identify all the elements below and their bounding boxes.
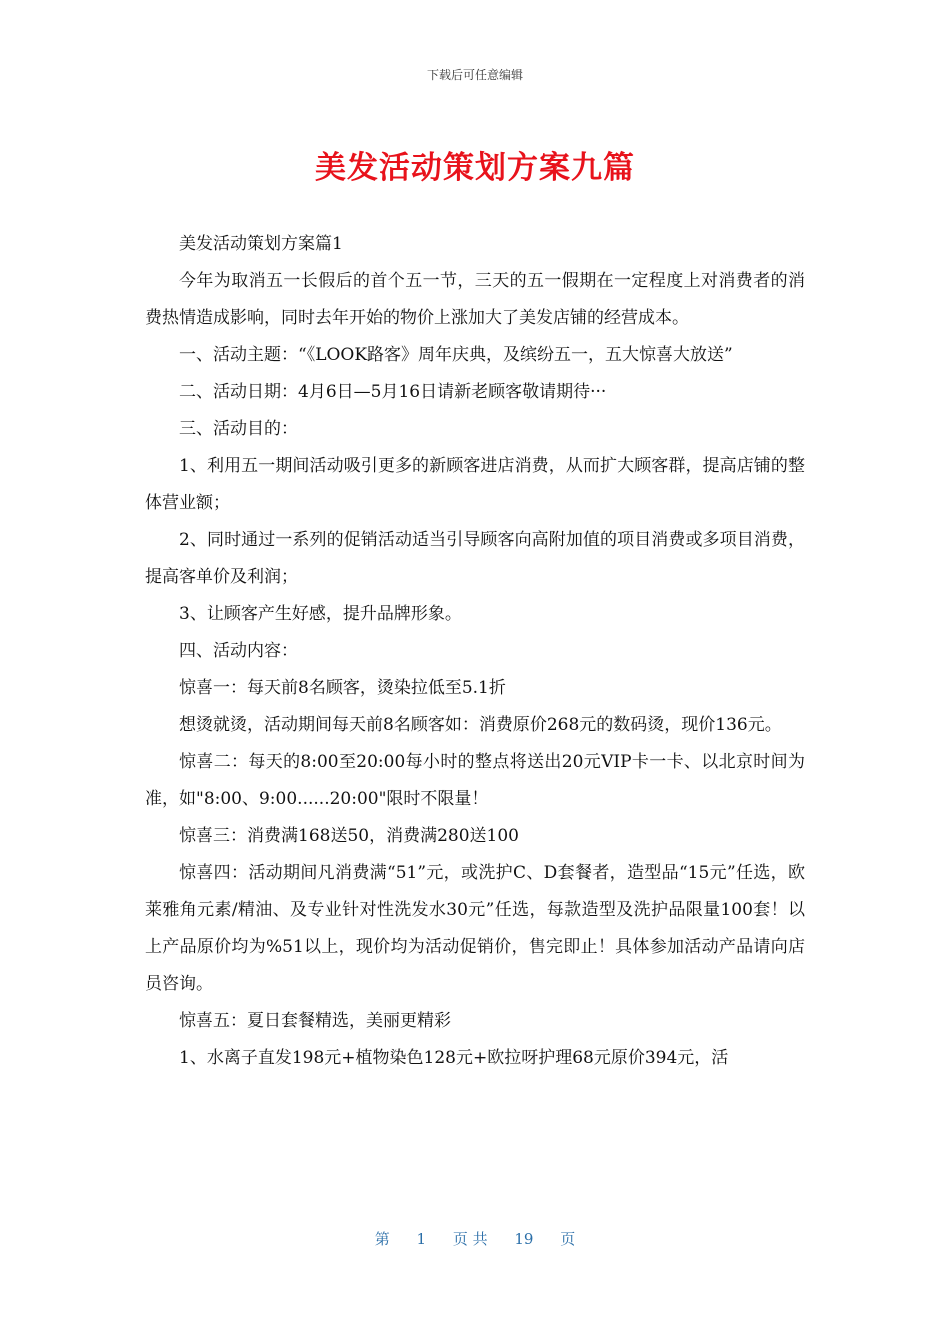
paragraph: 二、活动日期：4月6日—5月16日请新老顾客敬请期待··· bbox=[179, 382, 607, 402]
paragraph: 惊喜五：夏日套餐精选，美丽更精彩 bbox=[179, 1011, 451, 1031]
paragraph: 今年为取消五一长假后的首个五一节，三天的五一假期在一定程度上对消费者的消费热情造成影响，同时去年开始的物价上涨加大了美发店铺的经营成本。 bbox=[145, 271, 805, 328]
paragraph: 惊喜一：每天前8名顾客，烫染拉低至5.1折 bbox=[179, 678, 506, 698]
paragraph: 1、利用五一期间活动吸引更多的新顾客进店消费，从而扩大顾客群，提高店铺的整体营业额； bbox=[145, 456, 805, 513]
paragraph: 惊喜四：活动期间凡消费满“51”元，或洗护C、D套餐者，造型品“15元”任选，欧莱雅角元素/精油、及专业针对性洗发水30元”任选，每款造型及洗护品限量100套！以上产品原价均为%51以上，现价均为活动促销价，售完即止！具体参加活动产品请向店员咨询。 bbox=[145, 863, 805, 994]
paragraph: 惊喜二：每天的8:00至20:00每小时的整点将送出20元VIP卡一卡、以北京时间为准，如"8:00、9:00......20:00"限时不限量！ bbox=[145, 752, 805, 809]
document-title: 美发活动策划方案九篇 bbox=[315, 150, 635, 186]
current-page-number: 1 bbox=[416, 1230, 427, 1248]
page-label-middle: 页 共 bbox=[452, 1230, 488, 1248]
document-body bbox=[145, 226, 805, 1077]
paragraph: 3、让顾客产生好感，提升品牌形象。 bbox=[179, 604, 462, 624]
header-note: 下载后可任意编辑 bbox=[426, 68, 523, 82]
paragraph: 想烫就烫，活动期间每天前8名顾客如：消费原价268元的数码烫，现价136元。 bbox=[179, 715, 782, 735]
paragraph: 美发活动策划方案篇1 bbox=[179, 234, 343, 254]
page-label-suffix: 页 bbox=[560, 1230, 576, 1248]
page-footer bbox=[0, 1228, 950, 1249]
paragraph: 一、活动主题：“《LOOK路客》周年庆典，及缤纷五一，五大惊喜大放送” bbox=[179, 345, 733, 365]
total-pages-number: 19 bbox=[514, 1230, 534, 1248]
paragraph: 惊喜三：消费满168送50，消费满280送100 bbox=[179, 826, 519, 846]
paragraph: 四、活动内容： bbox=[179, 641, 298, 661]
paragraph: 三、活动目的： bbox=[179, 419, 298, 439]
paragraph: 1、水离子直发198元+植物染色128元+欧拉呀护理68元原价394元，活 bbox=[179, 1048, 729, 1068]
page-label-prefix: 第 bbox=[374, 1230, 390, 1248]
paragraph: 2、同时通过一系列的促销活动适当引导顾客向高附加值的项目消费或多项目消费，提高客单价及利润； bbox=[145, 530, 805, 587]
